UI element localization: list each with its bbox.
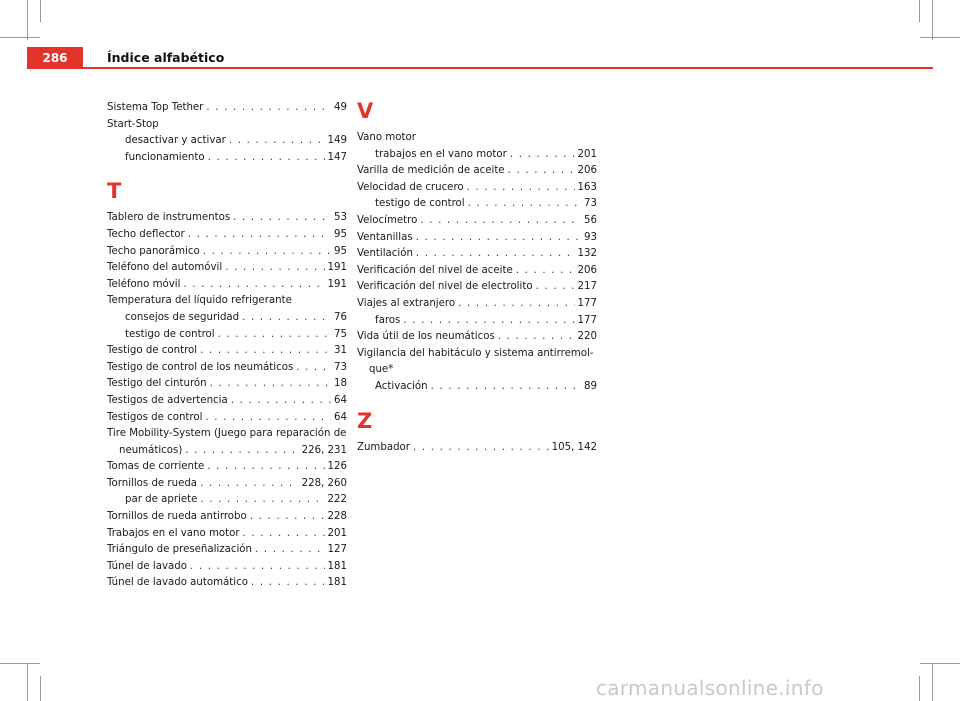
index-entry-tire-mobility: Tire Mobility-System (Juego para reparación de bbox=[107, 428, 347, 440]
entry-term: Testigo de control bbox=[107, 345, 198, 357]
index-entry bbox=[357, 213, 597, 230]
index-group-v bbox=[357, 163, 597, 196]
crop-mark bbox=[919, 0, 920, 22]
dot-leader bbox=[296, 360, 331, 377]
entry-page: 191 bbox=[327, 278, 347, 290]
entry-term: consejos de seguridad bbox=[125, 311, 240, 323]
entry-page: 75 bbox=[334, 328, 347, 340]
crop-mark bbox=[919, 676, 920, 701]
entry-term: Velocidad de crucero bbox=[357, 181, 464, 193]
entry-term: Trabajos en el vano motor bbox=[107, 527, 240, 539]
index-group-v bbox=[357, 329, 597, 346]
index-letter-z: Z bbox=[357, 408, 373, 433]
entry-page: 191 bbox=[327, 262, 347, 274]
index-subentry bbox=[357, 147, 597, 164]
index-group-v bbox=[357, 213, 597, 313]
index-entry bbox=[357, 180, 597, 197]
dot-leader bbox=[416, 246, 575, 263]
dot-leader bbox=[206, 100, 331, 117]
index-entry bbox=[357, 279, 597, 296]
entry-page: 64 bbox=[334, 394, 347, 406]
index-entry bbox=[107, 100, 347, 117]
dot-leader bbox=[188, 227, 331, 244]
dot-leader bbox=[218, 327, 331, 344]
dot-leader bbox=[251, 575, 325, 592]
dot-leader bbox=[200, 343, 331, 360]
index-group-z bbox=[357, 440, 597, 457]
index-entry bbox=[357, 246, 597, 263]
entry-term: Tablero de instrumentos bbox=[107, 212, 231, 224]
dot-leader bbox=[508, 163, 575, 180]
index-group-s bbox=[107, 100, 347, 117]
dot-leader bbox=[233, 210, 331, 227]
index-entry bbox=[107, 476, 347, 493]
index-subentry bbox=[107, 310, 347, 327]
dot-leader bbox=[183, 277, 324, 294]
index-letter-t: T bbox=[107, 179, 122, 204]
dot-leader bbox=[205, 410, 331, 427]
index-subentries bbox=[107, 133, 347, 166]
dot-leader bbox=[210, 376, 331, 393]
entry-term: Techo deflector bbox=[107, 228, 185, 240]
crop-mark bbox=[40, 676, 41, 701]
entry-page: 206 bbox=[577, 165, 597, 177]
index-entry-start-stop: Start-Stop bbox=[107, 118, 159, 130]
entry-term: Tornillos de rueda bbox=[107, 477, 198, 489]
index-entry bbox=[107, 360, 347, 377]
crop-mark bbox=[932, 663, 933, 701]
index-subentries bbox=[357, 147, 597, 164]
dot-leader bbox=[203, 244, 331, 261]
index-group-t bbox=[107, 210, 347, 293]
index-entry-temperatura: Temperatura del líquido refrigerante bbox=[107, 295, 292, 307]
entry-term: Sistema Top Tether bbox=[107, 102, 204, 113]
entry-page: 181 bbox=[327, 577, 347, 589]
entry-term: Verificación del nivel de aceite bbox=[357, 264, 513, 276]
dot-leader bbox=[431, 379, 581, 396]
entry-term: Viajes al extranjero bbox=[357, 297, 456, 309]
entry-page: 228, 260 bbox=[301, 477, 347, 489]
index-subentry: faros . . . 177 bbox=[357, 313, 597, 330]
index-entry-vigilancia-cont: que* bbox=[369, 364, 394, 376]
index-column-left bbox=[107, 100, 347, 592]
entry-term: Testigos de advertencia bbox=[107, 394, 228, 406]
dot-leader bbox=[516, 263, 575, 280]
index-subentry bbox=[107, 133, 347, 150]
dot-leader bbox=[498, 329, 575, 346]
dot-leader bbox=[208, 150, 325, 167]
entry-page: 64 bbox=[334, 411, 347, 423]
crop-mark bbox=[932, 0, 933, 40]
index-entry bbox=[357, 230, 597, 247]
entry-term: Teléfono móvil bbox=[107, 278, 181, 290]
entry-page: 105, 142 bbox=[551, 441, 597, 453]
entry-page: 149 bbox=[327, 135, 347, 147]
entry-term: Tomas de corriente bbox=[107, 461, 205, 473]
entry-page: 49 bbox=[334, 102, 347, 113]
entry-page: 31 bbox=[334, 345, 347, 357]
index-entry-tire-mobility-cont: neumáticos) . . . 226, 231 bbox=[107, 443, 347, 460]
entry-page: 76 bbox=[334, 311, 347, 323]
entry-page: 126 bbox=[327, 461, 347, 473]
index-group-t bbox=[107, 343, 347, 426]
dot-leader bbox=[242, 310, 331, 327]
index-entry bbox=[357, 163, 597, 180]
index-entry bbox=[107, 410, 347, 427]
entry-term: Vida útil de los neumáticos bbox=[357, 331, 495, 343]
crop-mark bbox=[920, 663, 960, 664]
index-entry bbox=[107, 542, 347, 559]
page-title: Índice alfabético bbox=[107, 50, 225, 65]
index-group-t bbox=[107, 509, 347, 592]
entry-page: 217 bbox=[577, 281, 597, 293]
index-entry bbox=[357, 296, 597, 313]
entry-term: Techo panorámico bbox=[107, 245, 200, 257]
entry-term: Triángulo de preseñalización bbox=[107, 544, 252, 556]
index-entry bbox=[107, 559, 347, 576]
entry-term: Túnel de lavado bbox=[107, 560, 187, 572]
index-entry bbox=[357, 440, 597, 457]
entry-page: 89 bbox=[584, 380, 597, 392]
crop-mark bbox=[40, 0, 41, 22]
index-subentry: par de apriete . . . 222 bbox=[107, 492, 347, 509]
dot-leader bbox=[255, 542, 325, 559]
index-entry bbox=[357, 329, 597, 346]
entry-term: Ventilación bbox=[357, 248, 413, 260]
entry-page: 56 bbox=[584, 214, 597, 226]
dot-leader bbox=[200, 476, 299, 493]
dot-leader bbox=[536, 279, 575, 296]
index-subentry bbox=[107, 327, 347, 344]
index-letter-v: V bbox=[357, 99, 374, 123]
entry-term: Zumbador bbox=[357, 441, 410, 453]
entry-page: 177 bbox=[577, 297, 597, 309]
page-number: 286 bbox=[42, 51, 68, 65]
index-entry-vano-motor: Vano motor bbox=[357, 132, 416, 143]
index-entry bbox=[107, 575, 347, 592]
entry-page: 73 bbox=[334, 361, 347, 373]
entry-term: Activación bbox=[375, 380, 428, 392]
dot-leader bbox=[510, 147, 575, 164]
entry-page: 95 bbox=[334, 228, 347, 240]
crop-mark bbox=[27, 0, 28, 40]
crop-mark bbox=[0, 663, 40, 664]
entry-page: 53 bbox=[334, 212, 347, 224]
entry-term: trabajos en el vano motor bbox=[375, 148, 507, 160]
entry-page: 18 bbox=[334, 378, 347, 390]
entry-term: Túnel de lavado automático bbox=[107, 577, 248, 589]
dot-leader bbox=[207, 459, 324, 476]
entry-term: Tornillos de rueda antirrobo bbox=[107, 511, 247, 523]
index-entry bbox=[107, 244, 347, 261]
dot-leader bbox=[420, 213, 581, 230]
entry-page: 95 bbox=[334, 245, 347, 257]
index-entry bbox=[107, 277, 347, 294]
dot-leader bbox=[458, 296, 574, 313]
entry-term: Testigo de control de los neumáticos bbox=[107, 361, 294, 373]
entry-term: Velocímetro bbox=[357, 214, 418, 226]
index-subentries bbox=[357, 379, 597, 396]
index-subentry: testigo de control . . . 73 bbox=[357, 196, 597, 213]
entry-term: Testigo del cinturón bbox=[107, 378, 207, 390]
index-subentries bbox=[107, 310, 347, 343]
entry-page: 93 bbox=[584, 231, 597, 243]
entry-page: 132 bbox=[577, 248, 597, 260]
dot-leader bbox=[229, 133, 325, 150]
index-entry bbox=[107, 459, 347, 476]
entry-term: Varilla de medición de aceite bbox=[357, 165, 505, 177]
index-group-t bbox=[107, 459, 347, 492]
entry-term: desactivar y activar bbox=[125, 135, 226, 147]
entry-page: 127 bbox=[327, 544, 347, 556]
index-entry bbox=[357, 263, 597, 280]
entry-term: Verificación del nivel de electrolito bbox=[357, 281, 533, 293]
index-entry bbox=[107, 393, 347, 410]
crop-mark bbox=[27, 663, 28, 701]
index-entry bbox=[107, 343, 347, 360]
index-column-right bbox=[357, 100, 597, 456]
dot-leader bbox=[467, 180, 575, 197]
header-rule bbox=[83, 67, 933, 69]
dot-leader bbox=[231, 393, 331, 410]
watermark: carmanualsonline.info bbox=[596, 676, 824, 700]
dot-leader bbox=[413, 440, 549, 457]
entry-page: 228 bbox=[327, 511, 347, 523]
page-number-tab bbox=[27, 47, 83, 69]
dot-leader bbox=[250, 509, 325, 526]
entry-page: 163 bbox=[577, 181, 597, 193]
index-entry bbox=[107, 526, 347, 543]
entry-term: funcionamiento bbox=[125, 151, 205, 163]
index-entry bbox=[107, 509, 347, 526]
index-entry bbox=[107, 376, 347, 393]
entry-page: 206 bbox=[577, 264, 597, 276]
entry-page: 181 bbox=[327, 560, 347, 572]
crop-mark bbox=[920, 37, 960, 38]
dot-leader bbox=[243, 526, 325, 543]
entry-page: 220 bbox=[577, 331, 597, 343]
index-entry bbox=[107, 227, 347, 244]
entry-term: Testigos de control bbox=[107, 411, 203, 423]
index-subentry bbox=[107, 150, 347, 167]
dot-leader bbox=[190, 559, 325, 576]
dot-leader bbox=[225, 260, 324, 277]
entry-term: testigo de control bbox=[125, 328, 215, 340]
entry-term: Teléfono del automóvil bbox=[107, 262, 223, 274]
index-entry bbox=[107, 260, 347, 277]
entry-page: 147 bbox=[327, 151, 347, 163]
index-entry-vigilancia: Vigilancia del habitáculo y sistema antirremol- bbox=[357, 347, 594, 359]
entry-page: 201 bbox=[327, 527, 347, 539]
index-subentry bbox=[357, 379, 597, 396]
index-entry bbox=[107, 210, 347, 227]
entry-page: 201 bbox=[577, 148, 597, 160]
entry-term: Ventanillas bbox=[357, 231, 413, 243]
dot-leader bbox=[416, 230, 581, 247]
crop-mark bbox=[0, 37, 40, 38]
